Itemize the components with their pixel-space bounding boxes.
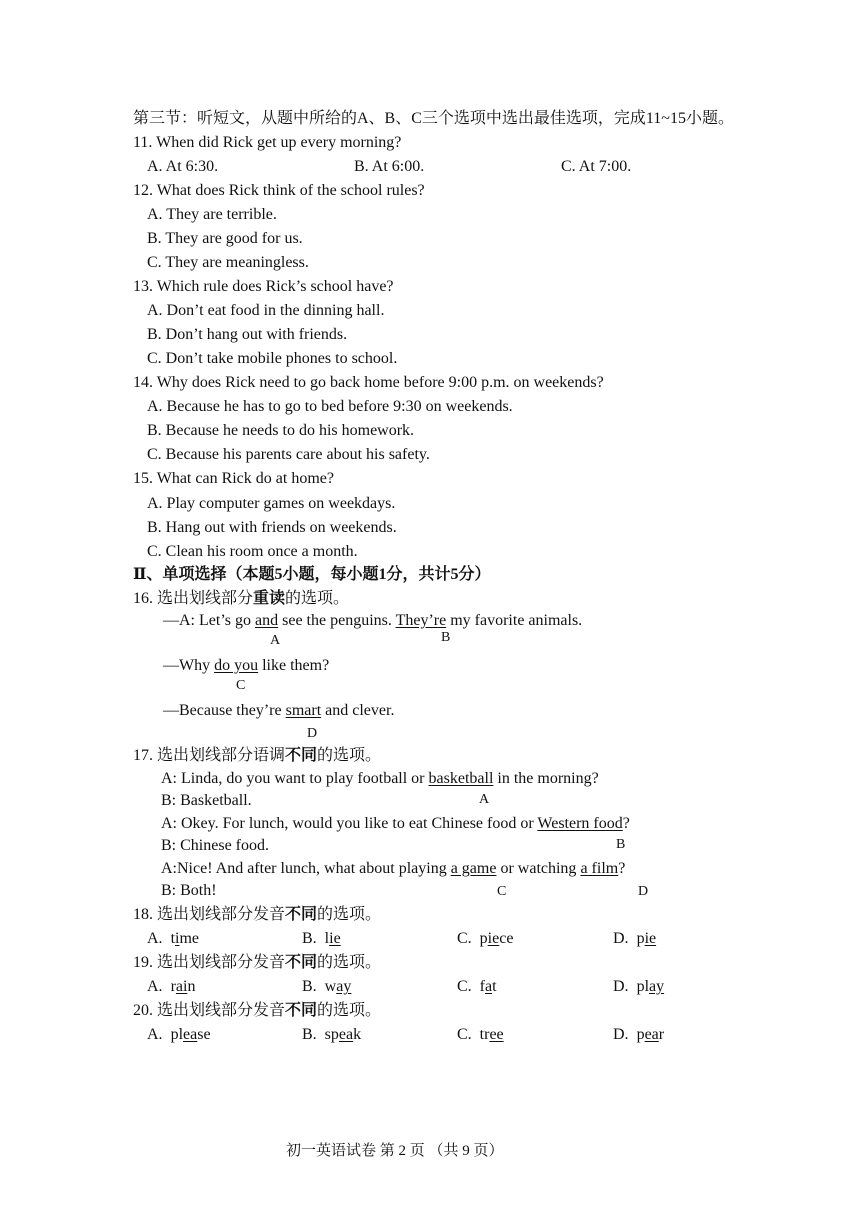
question-18-stem-post: 的选项。 <box>317 906 382 923</box>
q19-option-d <box>613 977 664 997</box>
q19-option-b-underline: ay <box>336 978 352 995</box>
q18-option-a <box>147 929 199 949</box>
q20-option-a-pre: pl <box>170 1026 184 1043</box>
q19-option-a <box>147 977 195 997</box>
question-14-option-c: C. Because his parents care about his safety. <box>147 446 430 463</box>
q18-option-c-pre: p <box>479 930 488 947</box>
question-16-stem <box>133 589 349 609</box>
q17-dialogue-line-6: B: Both! <box>161 882 217 899</box>
q20-option-c <box>457 1025 504 1045</box>
q19-option-b-letter: B. <box>302 978 317 995</box>
q20-option-a-underline: ea <box>183 1026 198 1043</box>
q18-option-d <box>613 929 656 949</box>
q18-option-a-post: me <box>179 930 200 947</box>
page-footer: 初一英语试卷 第 2 页 （共 9 页） <box>286 1143 504 1159</box>
q16-dialogue-line-1 <box>163 611 582 631</box>
question-16-number: 16. <box>133 590 153 607</box>
question-11-stem: 11. When did Rick get up every morning? <box>133 134 402 151</box>
question-20-number: 20. <box>133 1002 153 1019</box>
question-12-stem: 12. What does Rick think of the school rules? <box>133 182 425 199</box>
q19-option-c-pre: f <box>479 978 485 995</box>
q17-underline-western-food: Western food <box>537 815 623 832</box>
q16-label-c: C <box>236 678 246 693</box>
q19-option-a-post: n <box>187 978 196 995</box>
question-15-option-b: B. Hang out with friends on weekends. <box>147 519 397 536</box>
q19-option-b-pre: w <box>324 978 337 995</box>
question-20-stem-post: 的选项。 <box>317 1002 382 1019</box>
question-18-stem <box>133 905 381 925</box>
q18-option-c-underline: ie <box>487 930 500 947</box>
q18-option-d-pre: p <box>636 930 645 947</box>
question-11-option-a: A. At 6:30. <box>147 158 219 175</box>
q17-l3-b: ? <box>622 815 630 832</box>
q17-l1-a: A: Linda, do you want to play football or <box>161 770 429 787</box>
q20-option-a <box>147 1025 211 1045</box>
q18-option-d-underline: ie <box>644 930 657 947</box>
q18-option-c-letter: C. <box>457 930 472 947</box>
question-15-option-c: C. Clean his room once a month. <box>147 543 358 560</box>
question-13-option-c: C. Don’t take mobile phones to school. <box>147 350 398 367</box>
q16-underline-theyre: They’re <box>395 612 447 629</box>
q20-option-b-post: k <box>353 1026 362 1043</box>
question-17-stem-pre: 选出划线部分语调 <box>157 747 286 764</box>
question-19-stem-bold: 不同 <box>285 954 318 971</box>
q18-option-a-pre: t <box>170 930 176 947</box>
question-13-option-b: B. Don’t hang out with friends. <box>147 326 348 343</box>
q20-option-c-letter: C. <box>457 1026 472 1043</box>
question-11-option-c: C. At 7:00. <box>561 158 632 175</box>
q17-l5-b: or watching <box>496 860 581 877</box>
q20-option-d <box>613 1025 664 1045</box>
q16-label-a: A <box>270 633 281 648</box>
section-header: 第三节：听短文，从题中所给的A、B、C三个选项中选出最佳选项，完成11~15小题。 <box>133 110 734 127</box>
question-12-option-b: B. They are good for us. <box>147 230 303 247</box>
question-16-stem-pre: 选出划线部分 <box>157 590 254 607</box>
q18-option-b-pre: l <box>324 930 330 947</box>
q19-option-d-pre: pl <box>636 978 650 995</box>
q18-option-c <box>457 929 513 949</box>
q19-option-a-underline: ai <box>175 978 188 995</box>
q16-label-b: B <box>441 630 451 645</box>
q17-underline-a-film: a film <box>580 860 619 877</box>
q17-l5-a: A:Nice! And after lunch, what about playing <box>161 860 451 877</box>
q16-underline-smart: smart <box>285 702 322 719</box>
q19-option-a-pre: r <box>170 978 176 995</box>
question-16-stem-post: 的选项。 <box>285 590 350 607</box>
question-20-stem-bold: 不同 <box>285 1002 318 1019</box>
q17-label-c: C <box>497 884 507 899</box>
q20-option-d-underline: ea <box>644 1026 659 1043</box>
question-18-stem-bold: 不同 <box>285 906 318 923</box>
q20-option-d-post: r <box>658 1026 665 1043</box>
question-18-number: 18. <box>133 906 153 923</box>
q17-dialogue-line-2: B: Basketball. <box>161 792 252 809</box>
q20-option-b <box>302 1025 361 1045</box>
q17-dialogue-line-4: B: Chinese food. <box>161 837 269 854</box>
question-20-stem <box>133 1001 381 1021</box>
question-16-stem-bold: 重读 <box>253 590 286 607</box>
q17-dialogue-line-5 <box>161 859 625 879</box>
q17-underline-a-game: a game <box>450 860 497 877</box>
q20-option-b-underline: ea <box>338 1026 354 1043</box>
q16-l3-b: and clever. <box>321 702 395 719</box>
q17-label-a: A <box>479 792 490 807</box>
q20-option-b-pre: sp <box>324 1026 339 1043</box>
q17-label-d: D <box>638 884 649 899</box>
question-17-number: 17. <box>133 747 153 764</box>
question-12-option-a: A. They are terrible. <box>147 206 277 223</box>
q16-l1-c: my favorite animals. <box>446 612 583 629</box>
q16-dialogue-line-2 <box>163 656 329 676</box>
q17-l3-a: A: Okey. For lunch, would you like to eat Chinese food or <box>161 815 538 832</box>
question-13-stem: 13. Which rule does Rick’s school have? <box>133 278 394 295</box>
q19-option-c <box>457 977 497 997</box>
question-14-option-a: A. Because he has to go to bed before 9:30 on weekends. <box>147 398 513 415</box>
question-19-stem-pre: 选出划线部分发音 <box>157 954 286 971</box>
q19-option-b <box>302 977 351 997</box>
q16-underline-do-you: do you <box>214 657 259 674</box>
q17-dialogue-line-3 <box>161 814 630 834</box>
q19-option-c-letter: C. <box>457 978 472 995</box>
q18-option-a-underline: i <box>175 930 180 947</box>
question-13-option-a: A. Don’t eat food in the dinning hall. <box>147 302 385 319</box>
q17-label-b: B <box>616 837 626 852</box>
q20-option-a-letter: A. <box>147 1026 163 1043</box>
q19-option-c-post: t <box>492 978 497 995</box>
q20-option-b-letter: B. <box>302 1026 317 1043</box>
q20-option-a-post: se <box>197 1026 211 1043</box>
q16-underline-and: and <box>255 612 279 629</box>
question-12-option-c: C. They are meaningless. <box>147 254 309 271</box>
question-17-stem <box>133 746 381 766</box>
q16-dialogue-line-3 <box>163 701 394 721</box>
question-19-stem <box>133 953 381 973</box>
question-19-stem-post: 的选项。 <box>317 954 382 971</box>
q17-l5-c: ? <box>618 860 626 877</box>
question-14-option-b: B. Because he needs to do his homework. <box>147 422 415 439</box>
question-19-number: 19. <box>133 954 153 971</box>
q16-l2-b: like them? <box>258 657 330 674</box>
question-11-option-b: B. At 6:00. <box>354 158 425 175</box>
question-17-stem-bold: 不同 <box>285 747 318 764</box>
q16-l3-a: —Because they’re <box>163 702 286 719</box>
q20-option-c-underline: ee <box>489 1026 504 1043</box>
q16-l1-b: see the penguins. <box>278 612 396 629</box>
q16-label-d: D <box>307 726 318 741</box>
q17-underline-basketball: basketball <box>428 770 494 787</box>
q18-option-d-letter: D. <box>613 930 629 947</box>
q16-l2-a: —Why <box>163 657 215 674</box>
q19-option-a-letter: A. <box>147 978 163 995</box>
q17-l1-b: in the morning? <box>493 770 599 787</box>
q20-option-c-pre: tr <box>479 1026 490 1043</box>
q19-option-c-underline: a <box>485 978 493 995</box>
q18-option-b-letter: B. <box>302 930 317 947</box>
q18-option-a-letter: A. <box>147 930 163 947</box>
q20-option-d-pre: p <box>636 1026 645 1043</box>
q17-dialogue-line-1 <box>161 769 599 789</box>
question-15-option-a: A. Play computer games on weekdays. <box>147 495 396 512</box>
question-14-stem: 14. Why does Rick need to go back home before 9:00 p.m. on weekends? <box>133 374 604 391</box>
q16-l1-a: —A: Let’s go <box>163 612 255 629</box>
question-18-stem-pre: 选出划线部分发音 <box>157 906 286 923</box>
q20-option-d-letter: D. <box>613 1026 629 1043</box>
q18-option-c-post: ce <box>499 930 514 947</box>
question-15-stem: 15. What can Rick do at home? <box>133 470 334 487</box>
q18-option-b-underline: ie <box>329 930 341 947</box>
part-2-header: Ⅱ、单项选择（本题5小题，每小题1分，共计5分） <box>133 566 491 583</box>
q18-option-b <box>302 929 341 949</box>
q19-option-d-underline: ay <box>649 978 665 995</box>
question-17-stem-post: 的选项。 <box>317 747 382 764</box>
question-20-stem-pre: 选出划线部分发音 <box>157 1002 286 1019</box>
q19-option-d-letter: D. <box>613 978 629 995</box>
